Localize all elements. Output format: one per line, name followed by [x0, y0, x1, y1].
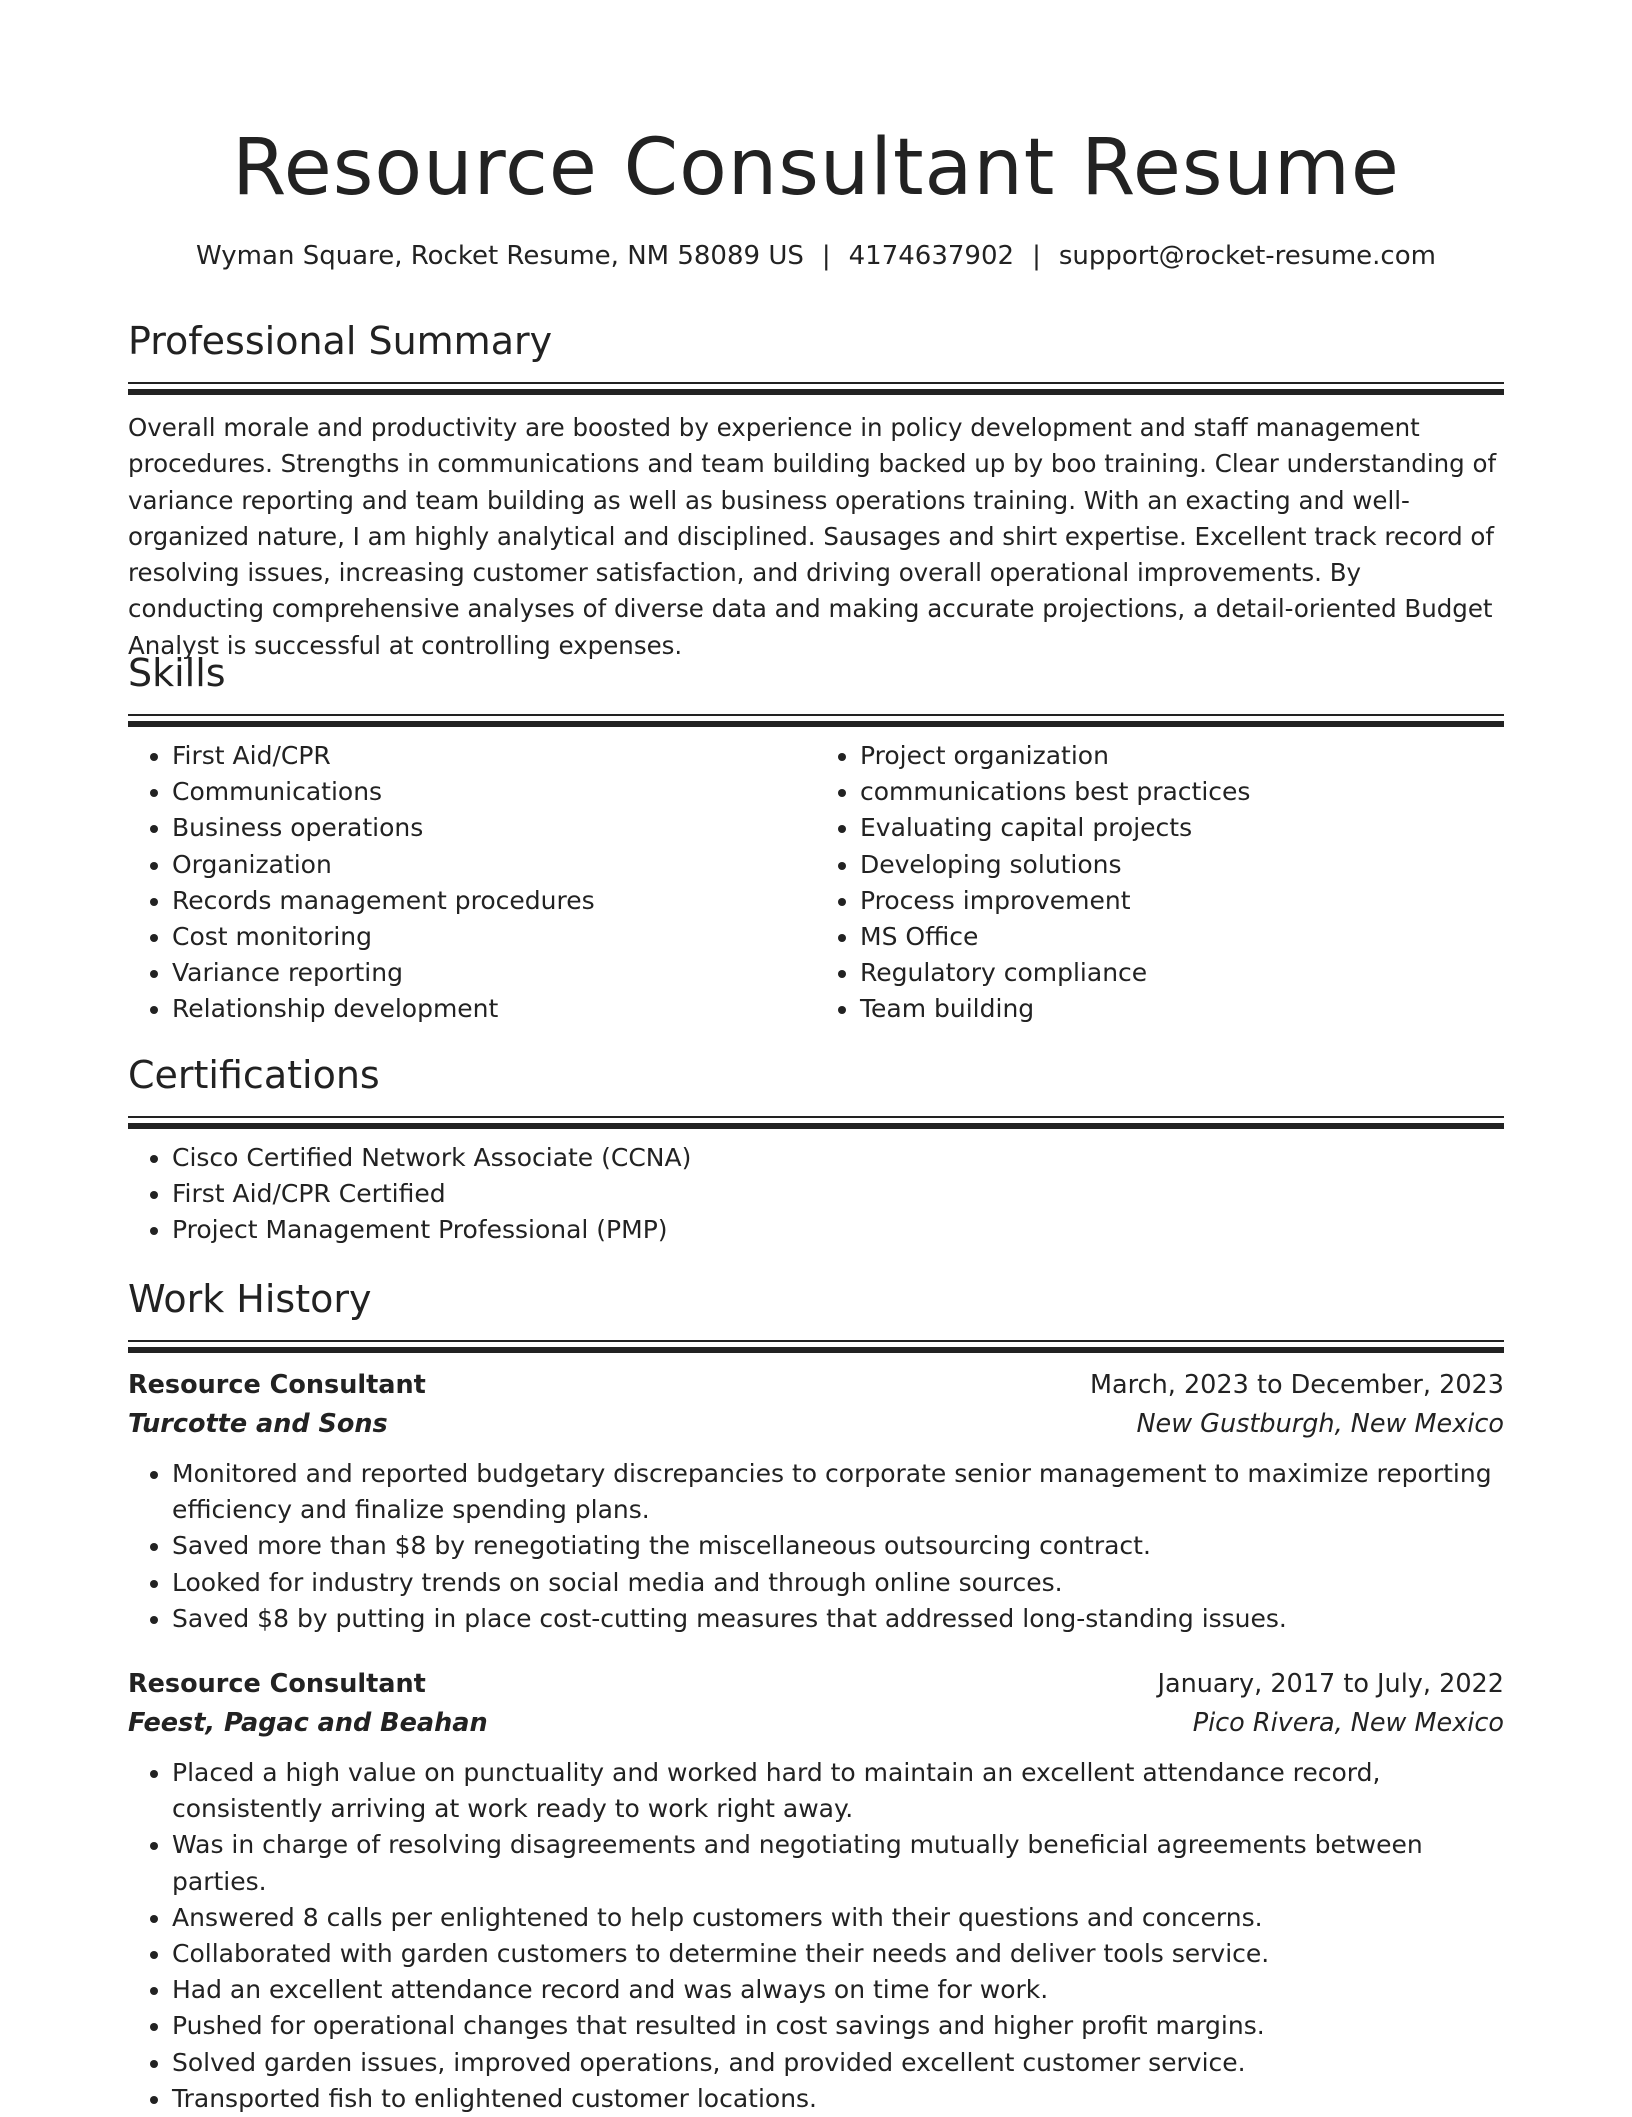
job-subheader [128, 1405, 1504, 1444]
job-bullet: • Saved $8 by putting in place cost-cutting measures that addressed long-standing issues. [172, 1601, 1504, 1637]
summary-text: Overall morale and productivity are boosted by experience in policy development and staff management procedures. Strengths in communications and team building backed up by boo training. Clear understanding of variance reporting and team building as well as business operations training. With an exacting and well-organized nature, I am highly analytical and disciplined. Sausages and shirt expertise. Excellent track record of resolving issues, increasing customer satisfaction, and driving overall operational improvements. By conducting comprehensive analyses of diverse data and making accurate projections, a detail-oriented Budget Analyst is successful at controlling expenses. [128, 413, 1497, 660]
skill-item: • Regulatory compliance [860, 955, 1504, 991]
skill-item: • Project organization [860, 738, 1504, 774]
job-location: New Gustburgh, New Mexico [1136, 1409, 1504, 1439]
contact-address: Wyman Square, Rocket Resume, NM 58089 US [196, 241, 804, 271]
section-heading-certifications: Certifications [128, 1053, 380, 1097]
contact-separator: | [821, 241, 831, 271]
skill-item: • communications best practices [860, 774, 1504, 810]
section-heading-work-history: Work History [128, 1277, 372, 1321]
job-bullet: • Collaborated with garden customers to determine their needs and deliver tools service. [172, 1936, 1504, 1972]
job-bullet: • Was in charge of resolving disagreements and negotiating mutually beneficial agreements between parties. [172, 1827, 1504, 1899]
skill-item: • Business operations [172, 810, 816, 846]
summary-section [128, 316, 1504, 664]
job-bullet: • Placed a high value on punctuality and worked hard to maintain an excellent attendance record, consistently arriving at work ready to work right away. [172, 1755, 1504, 1827]
skill-item: • Cost monitoring [172, 919, 816, 955]
skill-item: • Organization [172, 847, 816, 883]
skills-list-right [816, 738, 1504, 1028]
contact-line [0, 238, 1632, 274]
work-history-section [128, 1274, 1504, 2117]
job-bullets [128, 1755, 1504, 2117]
skill-item: • Developing solutions [860, 847, 1504, 883]
job-company: Feest, Pagac and Beahan [128, 1708, 488, 1739]
job-bullet: • Had an excellent attendance record and was always on time for work. [172, 1972, 1504, 2008]
job-bullet: • Saved more than $8 by renegotiating the miscellaneous outsourcing contract. [172, 1528, 1504, 1564]
skill-item: • Team building [860, 991, 1504, 1027]
skill-item: • Process improvement [860, 883, 1504, 919]
certifications-section [128, 1050, 1504, 1249]
job-bullet: • Solved garden issues, improved operations, and provided excellent customer service. [172, 2045, 1504, 2081]
job-dates: January, 2017 to July, 2022 [1157, 1669, 1504, 1700]
section-divider [128, 1116, 1504, 1130]
certification-item: • Project Management Professional (PMP) [172, 1212, 1504, 1248]
job-bullet: • Transported fish to enlightened customer locations. [172, 2081, 1504, 2117]
job-company: Turcotte and Sons [128, 1409, 388, 1439]
skill-item: • Communications [172, 774, 816, 810]
job-location: Pico Rivera, New Mexico [1192, 1708, 1504, 1739]
contact-phone: 4174637902 [848, 241, 1015, 271]
section-divider [128, 382, 1504, 396]
section-heading-summary: Professional Summary [128, 319, 553, 363]
resume-title: Resource Consultant Resume [232, 123, 1400, 213]
job-title: Resource Consultant [128, 1370, 426, 1400]
job-title: Resource Consultant [128, 1669, 426, 1700]
skills-columns [128, 738, 1504, 1028]
skill-item: • MS Office [860, 919, 1504, 955]
job-bullet: • Looked for industry trends on social media and through online sources. [172, 1565, 1504, 1601]
certification-item: • Cisco Certified Network Associate (CCNA) [172, 1140, 1504, 1176]
job-header [128, 1665, 1504, 1704]
skill-item: • First Aid/CPR [172, 738, 816, 774]
section-divider [128, 714, 1504, 728]
skill-item: • Variance reporting [172, 955, 816, 991]
skill-item: • Records management procedures [172, 883, 816, 919]
section-divider [128, 1340, 1504, 1354]
resume-page [128, 0, 1504, 2113]
skills-list-left [128, 738, 816, 1028]
job-bullets [128, 1456, 1504, 1637]
job-entry [128, 1366, 1504, 1637]
job-header [128, 1366, 1504, 1405]
job-bullet: • Answered 8 calls per enlightened to help customers with their questions and concerns. [172, 1900, 1504, 1936]
skill-item: • Relationship development [172, 991, 816, 1027]
certifications-list [128, 1140, 1504, 1249]
skill-item: • Evaluating capital projects [860, 810, 1504, 846]
certification-item: • First Aid/CPR Certified [172, 1176, 1504, 1212]
job-dates: March, 2023 to December, 2023 [1090, 1370, 1504, 1400]
contact-separator: | [1032, 241, 1041, 271]
section-heading-skills: Skills [128, 651, 226, 695]
job-bullet: • Monitored and reported budgetary discrepancies to corporate senior management to maximize reporting efficiency and finalize spending plans. [172, 1456, 1504, 1528]
contact-email[interactable]: support@rocket-resume.com [1058, 241, 1436, 271]
job-entry [128, 1665, 1504, 2117]
job-bullet: • Pushed for operational changes that resulted in cost savings and higher profit margins. [172, 2008, 1504, 2044]
job-subheader [128, 1704, 1504, 1743]
skills-section [128, 648, 1504, 1028]
